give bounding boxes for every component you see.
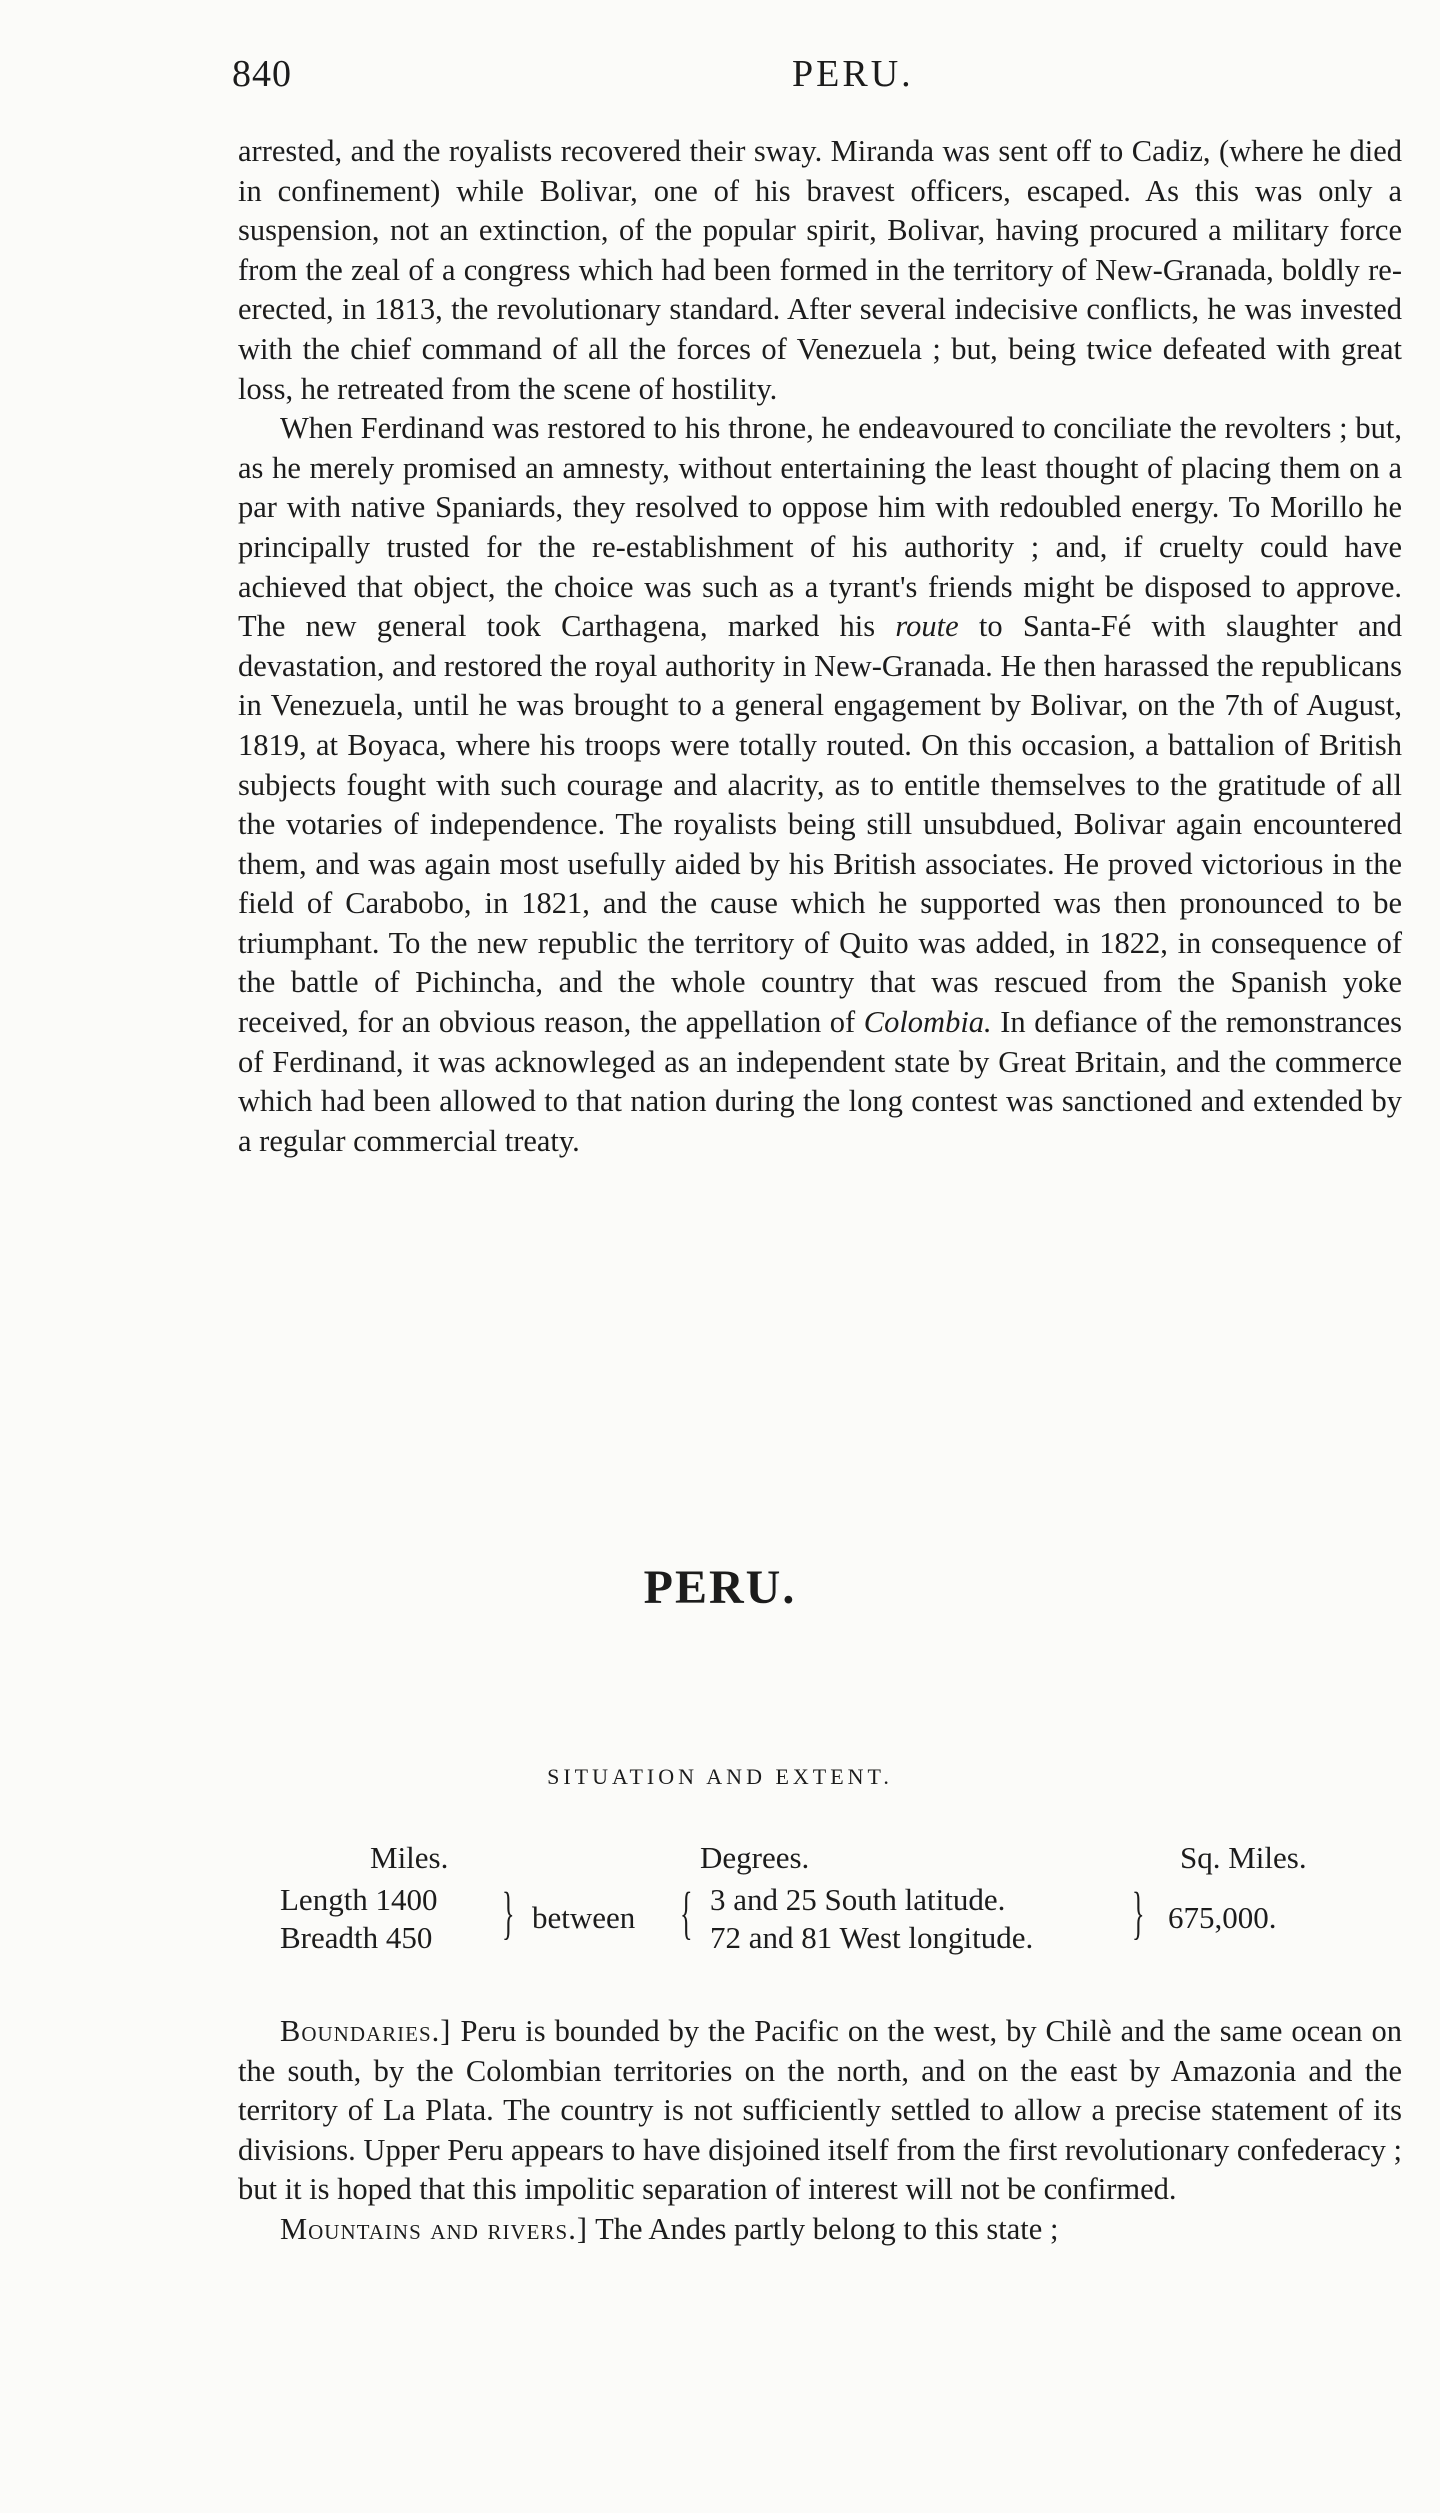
- situation-subheading: SITUATION AND EXTENT.: [547, 1764, 893, 1789]
- paragraph-ferdinand: [238, 409, 1402, 1161]
- situation-table: [0, 1840, 1440, 1990]
- ferdinand-text-c: In defiance of the remonstrances of Ferdinand, it was acknowleged as an independent state by Great Britain, and the commerce which had been allowed to that nation during the long contest was sanctioned and extended by a regular commercial treaty.: [238, 1005, 1402, 1158]
- left-brace: {: [680, 1880, 693, 1945]
- header-sq-miles: Sq. Miles.: [1180, 1840, 1307, 1875]
- peru-description-text: [238, 2012, 1402, 2250]
- breadth-row: Breadth 450: [280, 1920, 433, 1955]
- page-number: 840: [232, 53, 292, 95]
- colombia-italic: Colombia.: [863, 1005, 992, 1040]
- section-title: PERU.: [643, 1561, 797, 1614]
- colombia-history-text: [238, 132, 1402, 1161]
- right-brace-2: }: [1132, 1880, 1145, 1945]
- boundaries-text: Peru is bounded by the Pacific on the west, by Chilè and the same ocean on the south, by the Colombian territories on the north, and on the east by Amazonia and the territory of La Plata. The country is not sufficiently settled to allow a precise statement of its divisions. Upper Peru appears to have disjoined itself from the first revolutionary confederacy ; but it is hoped that this impolitic separation of interest will not be confirmed.: [238, 2014, 1402, 2207]
- length-row: Length 1400: [280, 1882, 438, 1917]
- boundaries-paragraph: [238, 2012, 1402, 2210]
- between-word: between: [532, 1900, 636, 1935]
- running-title: PERU.: [792, 53, 914, 95]
- ferdinand-text-b: to Santa-Fé with slaughter and devastation, and restored the royal authority in New-Granada. He then harassed the republicans in Venezuela, until he was brought to a general engagement by Bolivar, on the 7th of August, 1819, at Boyaca, where his troops were totally routed. On this occasion, a battalion of British subjects fought with such courage and alacrity, as to entitle themselves to the gratitude of all the votaries of independence. The royalists being still unsubdued, Bolivar again encountered them, and was again most usefully aided by his British associates. He proved victorious in the field of Carabobo, in 1821, and the cause which he supported was then pronounced to be triumphant. To the new republic the territory of Quito was added, in 1822, in consequence of the battle of Pichincha, and the whole country that was rescued from the Spanish yoke received, for an obvious reason, the appellation of: [238, 609, 1403, 1040]
- latitude-row: 3 and 25 South latitude.: [710, 1882, 1006, 1917]
- header-degrees: Degrees.: [700, 1840, 810, 1875]
- running-head: [232, 52, 1252, 98]
- mountains-paragraph: [238, 2210, 1402, 2250]
- ferdinand-text-a: When Ferdinand was restored to his throne, he endeavoured to conciliate the revolters ; but, as he merely promised an amnesty, without entertaining the least thought of placing them on a par with native Spaniards, they resolved to oppose him with redoubled energy. To Morillo he principally trusted for the re-establishment of his authority ; and, if cruelty could have achieved that object, the choice was such as a tyrant's friends might be disposed to approve. The new general took Carthagena, marked his: [238, 411, 1402, 644]
- area-value: 675,000.: [1168, 1900, 1277, 1935]
- boundaries-label: Boundaries.]: [280, 2014, 452, 2048]
- mountains-label: Mountains and rivers.]: [280, 2211, 588, 2246]
- right-brace-1: }: [502, 1880, 515, 1945]
- mountains-text: The Andes partly belong to this state ;: [595, 2211, 1059, 2246]
- longitude-row: 72 and 81 West longitude.: [710, 1920, 1034, 1955]
- header-miles: Miles.: [370, 1840, 449, 1875]
- route-italic: route: [895, 609, 959, 644]
- paragraph-arrested: arrested, and the royalists recovered their sway. Miranda was sent off to Cadiz, (where he died in confinement) while Bolivar, one of his bravest officers, escaped. As this was only a suspension, not an extinction, of the popular spirit, Bolivar, having procured a military force from the zeal of a congress which had been formed in the territory of New-Granada, boldly re-erected, in 1813, the revolutionary standard. After several indecisive conflicts, he was invested with the chief command of all the forces of Venezuela ; but, being twice defeated with great loss, he retreated from the scene of hostility.: [238, 134, 1402, 406]
